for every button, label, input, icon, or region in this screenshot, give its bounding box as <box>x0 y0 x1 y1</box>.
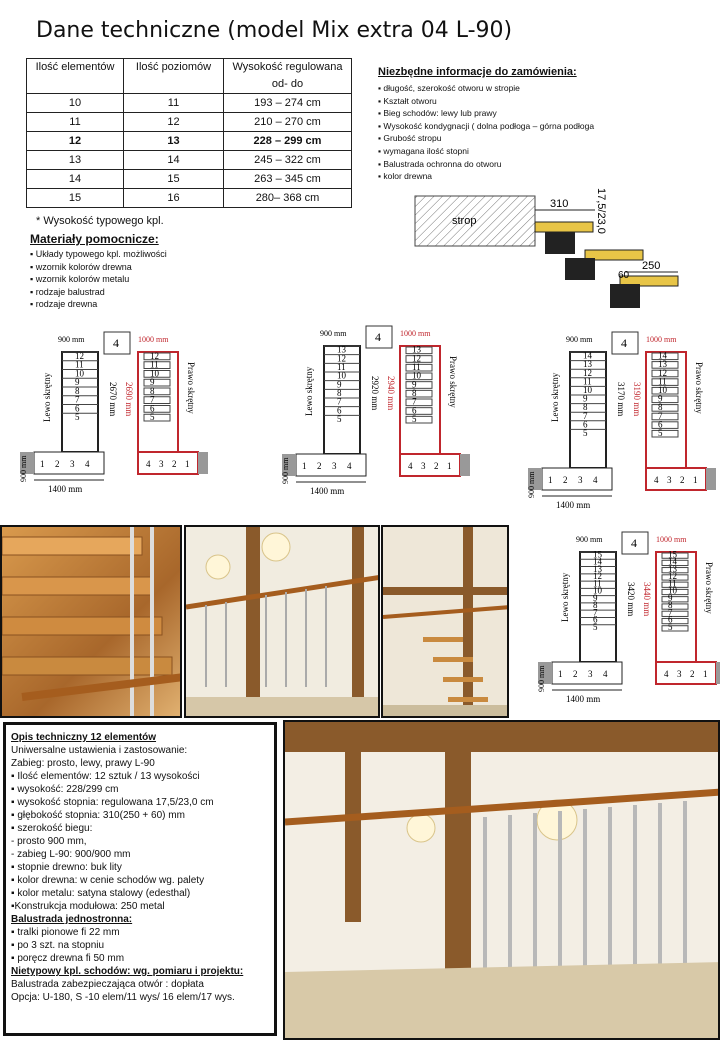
list-item: ▪ Wysokość kondygnacji ( dolna podłoga – górna podłoga <box>378 120 594 133</box>
photo-illustration <box>186 527 380 718</box>
step-box <box>406 416 432 423</box>
step-box <box>406 408 432 415</box>
photo-staircase-attic <box>381 525 509 718</box>
step-number: 6 <box>412 405 417 416</box>
height-left-label: 2920 mm <box>370 376 380 411</box>
col-header-height: Wysokość regulowana od- do <box>224 59 352 94</box>
description-line: ▪ kolor metalu: satyna stalowy (edesthal) <box>11 888 191 899</box>
step-number: 10 <box>593 585 602 596</box>
left-landing <box>552 662 622 684</box>
step-number: 2 <box>690 669 695 679</box>
step-number: 1 <box>185 459 190 469</box>
list-item: ▪ rodzaje drewna <box>30 298 167 311</box>
stair-layout-diagram-12 <box>18 330 218 500</box>
step-number: 12 <box>412 353 421 364</box>
step-number: 13 <box>593 563 602 574</box>
photo-stair-steps <box>0 525 182 718</box>
right-turn-label: Prawo skrętny <box>704 562 714 614</box>
stringer-block <box>545 232 575 254</box>
step-number: 3 <box>421 461 426 471</box>
step-number: 5 <box>412 414 417 424</box>
description-line: Zabieg: prosto, lewy, prawy L-90 <box>11 758 155 769</box>
table-cell: 14 <box>27 170 124 189</box>
description-line: ▪ poręcz drewna fi 50 mm <box>11 953 125 964</box>
materials-list <box>30 248 167 311</box>
turn-label: 4 <box>375 330 381 344</box>
description-line: ▪ kolor drewna: w cenie schodów wg. palety <box>11 875 205 886</box>
photo-illustration <box>2 527 182 718</box>
step-number: 4 <box>85 459 90 469</box>
step-number: 9 <box>412 379 417 390</box>
step-box <box>144 406 170 413</box>
table-cell: 15 <box>27 189 124 208</box>
step-number: 10 <box>150 368 159 379</box>
step-number: 13 <box>337 344 346 355</box>
description-line: ▪ stopnie drewno: buk lity <box>11 862 122 873</box>
step-number: 9 <box>583 393 588 404</box>
step-number: 5 <box>75 412 80 422</box>
left-turn-label: Lewo skrętny <box>42 372 52 422</box>
step-number: 6 <box>337 405 342 416</box>
step-number: 12 <box>583 367 592 378</box>
height-left-label: 3420 mm <box>626 582 636 617</box>
step-box <box>144 394 170 405</box>
table-cell: 12 <box>124 113 224 132</box>
step-number: 8 <box>412 388 417 398</box>
base-label: 1400 mm <box>48 484 83 494</box>
step-number: 9 <box>337 379 342 390</box>
list-item: ▪ Balustrada ochronna do otworu <box>378 158 594 171</box>
step-section-drawing <box>410 186 710 316</box>
step-number: 11 <box>668 578 677 589</box>
wall-block <box>706 468 716 490</box>
step-number: 13 <box>668 563 677 574</box>
table-cell: 10 <box>27 94 124 113</box>
step-number: 12 <box>337 353 346 364</box>
step-box <box>144 379 170 386</box>
step-number: 8 <box>75 385 80 396</box>
table-row <box>27 170 352 189</box>
table-note: * Wysokość typowego kpl. <box>36 215 164 227</box>
step-number: 7 <box>658 410 663 421</box>
step-number: 6 <box>593 614 598 625</box>
step-number: 8 <box>668 600 673 611</box>
order-info-list <box>378 82 594 183</box>
table-cell: 15 <box>124 170 224 189</box>
tread-label: 250 <box>642 260 661 272</box>
photo-gallery-railing <box>283 720 720 1040</box>
step-number: 1 <box>693 475 698 485</box>
step-box <box>144 414 170 421</box>
step-number: 13 <box>412 344 421 355</box>
step-number: 7 <box>412 396 417 407</box>
left-turn-label: Lewo skrętny <box>304 366 314 416</box>
step-number: 4 <box>664 669 669 679</box>
photo-illustration <box>285 722 720 1040</box>
step-box <box>144 385 170 396</box>
step-number: 11 <box>337 362 346 372</box>
wall-block <box>460 454 470 476</box>
photo-staircase-lamps <box>184 525 380 718</box>
step-number: 9 <box>593 592 598 603</box>
step-number: 11 <box>583 376 592 387</box>
table-cell: 13 <box>124 132 224 151</box>
left-landing <box>542 468 612 490</box>
right-width-label: 1000 mm <box>138 335 169 344</box>
step-number: 4 <box>146 459 151 469</box>
overlap-label: 60 <box>618 270 630 281</box>
left-turn-label: Lewo skrętny <box>560 572 570 622</box>
step-number: 11 <box>412 362 421 372</box>
step-number: 8 <box>337 388 342 398</box>
table-cell: 280– 368 cm <box>224 189 352 208</box>
step-number: 14 <box>668 556 677 567</box>
step-box <box>652 430 678 437</box>
step-number: 11 <box>75 359 84 370</box>
turn-label: 4 <box>621 336 627 350</box>
step-number: 7 <box>583 410 588 421</box>
step-number: 9 <box>75 377 80 387</box>
step-number: 2 <box>680 475 685 485</box>
table-row <box>27 94 352 113</box>
col-header-levels: Ilość poziomów <box>124 59 224 94</box>
stringer-block <box>610 284 640 308</box>
custom-title: Nietypowy kpl. schodów: wg. pomiaru i projektu: <box>11 966 244 977</box>
step-number: 10 <box>75 368 84 379</box>
step-box <box>652 410 678 421</box>
step-number: 2 <box>563 475 568 485</box>
side-label: 900 mm <box>19 455 28 482</box>
step-number: 15 <box>593 549 602 560</box>
turn-label: 4 <box>631 536 637 550</box>
stair-layout-diagram-14 <box>526 330 716 516</box>
step-box <box>662 626 688 631</box>
step-box <box>662 597 688 602</box>
description-line: ▪ wysokość: 228/299 cm <box>11 784 119 795</box>
description-title: Opis techniczny 12 elementów <box>11 732 157 743</box>
step-number: 3 <box>667 475 672 485</box>
list-item: ▪ wymagana ilość stopni <box>378 145 594 158</box>
step-number: 3 <box>677 669 682 679</box>
strop-label: strop <box>452 215 477 227</box>
step-box <box>406 396 432 407</box>
step-number: 10 <box>658 385 667 395</box>
side-label: 900 mm <box>527 471 536 498</box>
depth-label: 310 <box>550 198 569 210</box>
base-label: 1400 mm <box>556 500 591 510</box>
table-cell: 16 <box>124 189 224 208</box>
step-number: 4 <box>593 475 598 485</box>
step-number: 11 <box>593 578 602 589</box>
step-number: 12 <box>150 350 159 361</box>
table-row <box>27 132 352 151</box>
spec-table <box>26 58 352 208</box>
step-number: 6 <box>75 403 80 414</box>
custom-lines <box>11 978 269 1004</box>
step-number: 11 <box>658 376 667 387</box>
materials-title: Materiały pomocnicze: <box>30 232 159 246</box>
step-number: 12 <box>668 571 677 582</box>
step-number: 10 <box>337 370 346 381</box>
table-cell: 14 <box>124 151 224 170</box>
step-number: 5 <box>658 428 663 438</box>
table-row <box>27 113 352 132</box>
step-number: 9 <box>658 393 663 404</box>
table-cell: 228 – 299 cm <box>224 132 352 151</box>
wall-block <box>716 662 720 684</box>
step-number: 1 <box>447 461 452 471</box>
step-number: 4 <box>347 461 352 471</box>
step-number: 6 <box>583 419 588 430</box>
step-number: 13 <box>583 359 592 370</box>
step-number: 9 <box>668 592 673 603</box>
table-row <box>27 151 352 170</box>
left-landing <box>34 452 104 474</box>
right-turn-label: Prawo skrętny <box>186 362 196 414</box>
col-header-elements: Ilość elementów <box>27 59 124 94</box>
step-number: 5 <box>668 622 673 632</box>
step-number: 3 <box>578 475 583 485</box>
base-label: 1400 mm <box>566 694 601 704</box>
stair-layout-diagram-15 <box>536 530 720 710</box>
step-number: 2 <box>172 459 177 469</box>
step-number: 5 <box>593 622 598 632</box>
step-number: 1 <box>558 669 563 679</box>
step-number: 14 <box>658 350 667 361</box>
step-number: 10 <box>583 385 592 395</box>
step-number: 6 <box>150 403 155 414</box>
description-line: ▪ głębokość stopnia: 310(250 + 60) mm <box>11 810 185 821</box>
step-number: 14 <box>583 350 592 361</box>
height-right-label: 3190 mm <box>632 382 642 417</box>
list-item: ▪ wzornik kolorów drewna <box>30 261 167 274</box>
description-line: ▪ szerokość biegu: <box>11 823 93 834</box>
step-number: 5 <box>150 412 155 422</box>
list-item: ▪ Kształt otworu <box>378 95 594 108</box>
step-number: 7 <box>668 607 673 618</box>
base-label: 1400 mm <box>310 486 345 496</box>
list-item: ▪ Bieg schodów: lewy lub prawy <box>378 107 594 120</box>
side-label: 900 mm <box>281 457 290 484</box>
table-cell: 11 <box>124 94 224 113</box>
left-turn-label: Lewo skrętny <box>550 372 560 422</box>
step-number: 12 <box>75 350 84 361</box>
right-width-label: 1000 mm <box>656 535 687 544</box>
tread <box>535 222 593 232</box>
description-line: Balustrada zabezpieczająca otwór : dopłata <box>11 979 204 990</box>
step-number: 4 <box>408 461 413 471</box>
side-label: 900 mm <box>537 665 546 692</box>
table-cell: 11 <box>27 113 124 132</box>
step-number: 5 <box>583 428 588 438</box>
width-label: 900 mm <box>58 335 85 344</box>
description-line: Uniwersalne ustawienia i zastosowanie: <box>11 745 188 756</box>
table-row <box>27 189 352 208</box>
description-line: Opcja: U-180, S -10 elem/11 wys/ 16 elem/17 wys. <box>11 992 235 1003</box>
width-label: 900 mm <box>320 329 347 338</box>
railing-title: Balustrada jednostronna: <box>11 914 133 925</box>
step-box <box>662 611 688 616</box>
description-lines <box>11 744 269 913</box>
step-box <box>652 405 678 412</box>
table-cell: 13 <box>27 151 124 170</box>
left-landing <box>296 454 366 476</box>
right-width-label: 1000 mm <box>400 329 431 338</box>
step-number: 11 <box>150 359 159 370</box>
list-item: ▪ kolor drewna <box>378 170 594 183</box>
step-number: 4 <box>654 475 659 485</box>
step-number: 1 <box>302 461 307 471</box>
description-line: - zabieg L-90: 900/900 mm <box>11 849 131 860</box>
description-line: ▪ Ilość elementów: 12 sztuk / 13 wysokości <box>11 771 200 782</box>
step-number: 2 <box>573 669 578 679</box>
table-cell: 12 <box>27 132 124 151</box>
step-number: 15 <box>668 549 677 560</box>
turn-label: 4 <box>113 336 119 350</box>
step-number: 4 <box>603 669 608 679</box>
step-number: 2 <box>317 461 322 471</box>
table-cell: 245 – 322 cm <box>224 151 352 170</box>
step-number: 7 <box>337 396 342 407</box>
step-box <box>652 393 678 404</box>
step-number: 12 <box>593 571 602 582</box>
step-box <box>662 618 688 623</box>
step-box <box>406 382 432 389</box>
width-label: 900 mm <box>576 535 603 544</box>
table-cell: 193 – 274 cm <box>224 94 352 113</box>
railing-lines <box>11 926 269 965</box>
wall-block <box>198 452 208 474</box>
description-line: ▪ po 3 szt. na stopniu <box>11 940 105 951</box>
right-turn-label: Prawo skrętny <box>694 362 704 414</box>
step-number: 5 <box>337 414 342 424</box>
step-number: 6 <box>668 614 673 625</box>
step-box <box>406 390 432 397</box>
step-number: 3 <box>332 461 337 471</box>
right-width-label: 1000 mm <box>646 335 677 344</box>
step-number: 7 <box>150 394 155 405</box>
step-number: 10 <box>668 585 677 596</box>
photo-illustration <box>383 527 509 718</box>
height-label: 17,5/23,0 <box>595 188 607 234</box>
height-left-label: 2670 mm <box>108 382 118 417</box>
step-number: 8 <box>658 402 663 413</box>
step-number: 6 <box>658 419 663 430</box>
step-number: 9 <box>150 377 155 387</box>
order-info-title: Niezbędne informacje do zamówienia: <box>378 66 577 78</box>
table-cell: 263 – 345 cm <box>224 170 352 189</box>
width-label: 900 mm <box>566 335 593 344</box>
step-number: 3 <box>588 669 593 679</box>
step-number: 1 <box>40 459 45 469</box>
technical-description <box>3 722 277 1036</box>
step-number: 8 <box>150 385 155 396</box>
description-line: ▪ wysokość stopnia: regulowana 17,5/23,0 cm <box>11 797 214 808</box>
list-item: ▪ długość, szerokość otworu w stropie <box>378 82 594 95</box>
stringer-block <box>565 258 595 280</box>
list-item: ▪ rodzaje balustrad <box>30 286 167 299</box>
step-number: 12 <box>658 367 667 378</box>
list-item: ▪ Grubość stropu <box>378 132 594 145</box>
step-number: 2 <box>55 459 60 469</box>
step-number: 1 <box>548 475 553 485</box>
height-right-label: 2940 mm <box>386 376 396 411</box>
page-title: Dane techniczne (model Mix extra 04 L-90) <box>36 18 513 43</box>
step-number: 2 <box>434 461 439 471</box>
step-number: 8 <box>583 402 588 413</box>
description-line: ▪Konstrukcja modułowa: 250 metal <box>11 901 165 912</box>
step-number: 1 <box>703 669 708 679</box>
step-number: 3 <box>159 459 164 469</box>
step-number: 3 <box>70 459 75 469</box>
list-item: ▪ wzornik kolorów metalu <box>30 273 167 286</box>
stair-layout-diagram-13 <box>280 324 480 502</box>
step-number: 10 <box>412 370 421 381</box>
table-cell: 210 – 270 cm <box>224 113 352 132</box>
right-turn-label: Prawo skrętny <box>448 356 458 408</box>
step-number: 7 <box>75 394 80 405</box>
step-box <box>662 604 688 609</box>
list-item: ▪ Układy typowego kpl. możliwości <box>30 248 167 261</box>
step-number: 8 <box>593 600 598 611</box>
description-line: ▪ tralki pionowe fi 22 mm <box>11 927 120 938</box>
step-box <box>652 422 678 429</box>
step-number: 14 <box>593 556 602 567</box>
height-right-label: 3440 mm <box>642 582 652 617</box>
height-right-label: 2690 mm <box>124 382 134 417</box>
step-number: 13 <box>658 359 667 370</box>
description-line: - prosto 900 mm, <box>11 836 87 847</box>
step-number: 7 <box>593 607 598 618</box>
height-left-label: 3170 mm <box>616 382 626 417</box>
